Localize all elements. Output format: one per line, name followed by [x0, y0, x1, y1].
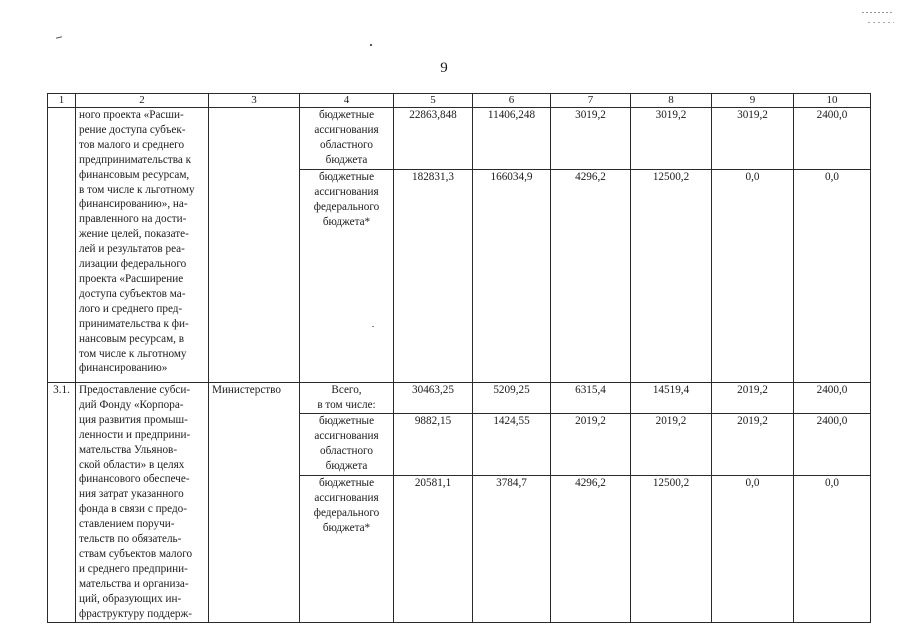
description-line: проекта «Расширение	[79, 272, 184, 285]
column-header: 5	[394, 94, 473, 108]
table-row	[48, 383, 871, 414]
funding-source-line: в том числе:	[317, 398, 376, 411]
description-line: правленного на дости-	[79, 213, 187, 226]
budget-table	[47, 93, 871, 623]
value-total: 30463,25	[394, 383, 473, 414]
description-line: нансовым ресурсам, в	[79, 332, 185, 345]
funding-source	[300, 413, 394, 475]
table-row	[48, 108, 871, 170]
value-total: 22863,848	[394, 108, 473, 170]
funding-source-line: бюджета	[325, 459, 368, 472]
value-total: 182831,3	[394, 170, 473, 383]
row-index: 3.1.	[48, 383, 76, 623]
column-header: 4	[300, 94, 394, 108]
page-number: 9	[440, 60, 448, 76]
value-cell: 2400,0	[794, 108, 871, 170]
description-line: мательства и организа-	[79, 577, 189, 590]
column-header: 10	[794, 94, 871, 108]
column-header: 1	[48, 94, 76, 108]
column-header: 8	[631, 94, 712, 108]
funding-source-line: бюджетные	[318, 109, 375, 121]
funding-source-line: федерального	[313, 506, 380, 519]
funding-source-line: Всего,	[331, 384, 362, 396]
description-line: ного проекта «Расши-	[79, 109, 184, 121]
funding-source	[300, 475, 394, 622]
value-cell: 4296,2	[551, 475, 631, 622]
funding-source-line: областного	[320, 138, 373, 151]
value-cell: 1424,55	[473, 413, 551, 475]
value-cell: 2400,0	[794, 383, 871, 414]
value-cell: 0,0	[712, 170, 794, 383]
activity-description	[76, 383, 209, 623]
executor-cell	[209, 108, 300, 383]
value-cell: 0,0	[794, 475, 871, 622]
description-line: ской области» в целях	[79, 458, 185, 471]
funding-source-line: бюджетные	[318, 414, 375, 427]
scan-dot	[370, 44, 372, 46]
funding-source	[300, 108, 394, 170]
value-cell: 2019,2	[631, 413, 712, 475]
scan-mark	[56, 36, 62, 39]
description-line: ция развития промыш-	[79, 413, 188, 426]
value-cell: 14519,4	[631, 383, 712, 414]
value-cell: 6315,4	[551, 383, 631, 414]
description-line: том числе к льготному	[79, 347, 187, 360]
value-cell: 2019,2	[712, 383, 794, 414]
column-header: 6	[473, 94, 551, 108]
value-cell: 3019,2	[551, 108, 631, 170]
description-line: тов малого и среднего	[79, 138, 185, 151]
funding-source	[300, 170, 394, 383]
value-cell: 2019,2	[551, 413, 631, 475]
executor-cell: Министерство	[209, 383, 300, 623]
funding-source-line: ассигнования	[314, 123, 379, 136]
description-line: финансированию»	[79, 362, 168, 375]
value-cell: 3784,7	[473, 475, 551, 622]
funding-source-line: бюджетные	[318, 171, 375, 183]
description-line: финансовым ресурсам,	[79, 168, 190, 181]
column-header: 3	[209, 94, 300, 108]
column-header: 9	[712, 94, 794, 108]
description-line: тельств по обязатель-	[79, 533, 182, 546]
description-line: ствам субъектов малого	[79, 547, 193, 560]
funding-source-line: областного	[320, 444, 373, 457]
description-line: лей и результатов реа-	[79, 243, 185, 256]
description-line: финансового обеспече-	[79, 473, 190, 486]
value-cell: 5209,25	[473, 383, 551, 414]
description-line: ленности и предприни-	[79, 428, 191, 441]
value-cell: 0,0	[712, 475, 794, 622]
scan-mark	[862, 12, 892, 13]
description-line: лизации федерального	[79, 258, 187, 271]
value-total: 9882,15	[394, 413, 473, 475]
value-cell: 2400,0	[794, 413, 871, 475]
value-cell: 0,0	[794, 170, 871, 383]
description-line: финансированию», на-	[79, 198, 188, 211]
description-line: принимательства к фи-	[79, 317, 189, 330]
description-line: фраструктуру поддерж-	[79, 607, 192, 620]
value-cell: 11406,248	[473, 108, 551, 170]
value-cell: 3019,2	[631, 108, 712, 170]
funding-source-line: бюджета*	[322, 215, 371, 228]
description-line: доступа субъектов ма-	[79, 287, 186, 300]
header-row	[48, 94, 871, 108]
description-line: ставлением поручи-	[79, 518, 175, 531]
funding-source-line: бюджета	[325, 153, 368, 166]
value-total: 20581,1	[394, 475, 473, 622]
description-line: рение доступа субъек-	[79, 123, 186, 136]
funding-source-line: ассигнования	[314, 491, 379, 504]
value-cell: 12500,2	[631, 170, 712, 383]
description-line: предпринимательства к	[79, 153, 192, 166]
funding-source-line: бюджетные	[318, 476, 375, 489]
description-line: дий Фонду «Корпора-	[79, 398, 184, 411]
description-line: ций, образующих ин-	[79, 592, 182, 605]
column-header: 2	[76, 94, 209, 108]
description-line: фонда в связи с предо-	[79, 503, 187, 516]
description-line: ния затрат указанного	[79, 488, 184, 501]
column-header: 7	[551, 94, 631, 108]
description-line: лого и среднего пред-	[79, 302, 183, 315]
funding-source-line: ассигнования	[314, 185, 379, 198]
funding-source-line: ассигнования	[314, 429, 379, 442]
value-cell: 4296,2	[551, 170, 631, 383]
funding-source-line: федерального	[313, 200, 380, 213]
value-cell: 2019,2	[712, 413, 794, 475]
description-line: и среднего предприни-	[79, 562, 188, 575]
funding-source	[300, 383, 394, 414]
value-cell: 166034,9	[473, 170, 551, 383]
description-line: в том числе к льготному	[79, 183, 195, 196]
value-cell: 3019,2	[712, 108, 794, 170]
funding-source-line: бюджета*	[322, 521, 371, 534]
description-line: жение целей, показате-	[79, 228, 189, 241]
activity-description	[76, 108, 209, 383]
description-line: мательства Ульянов-	[79, 443, 178, 456]
row-index	[48, 108, 76, 383]
scan-mark	[868, 22, 894, 23]
value-cell: 12500,2	[631, 475, 712, 622]
description-line: Предоставление субси-	[79, 384, 191, 396]
